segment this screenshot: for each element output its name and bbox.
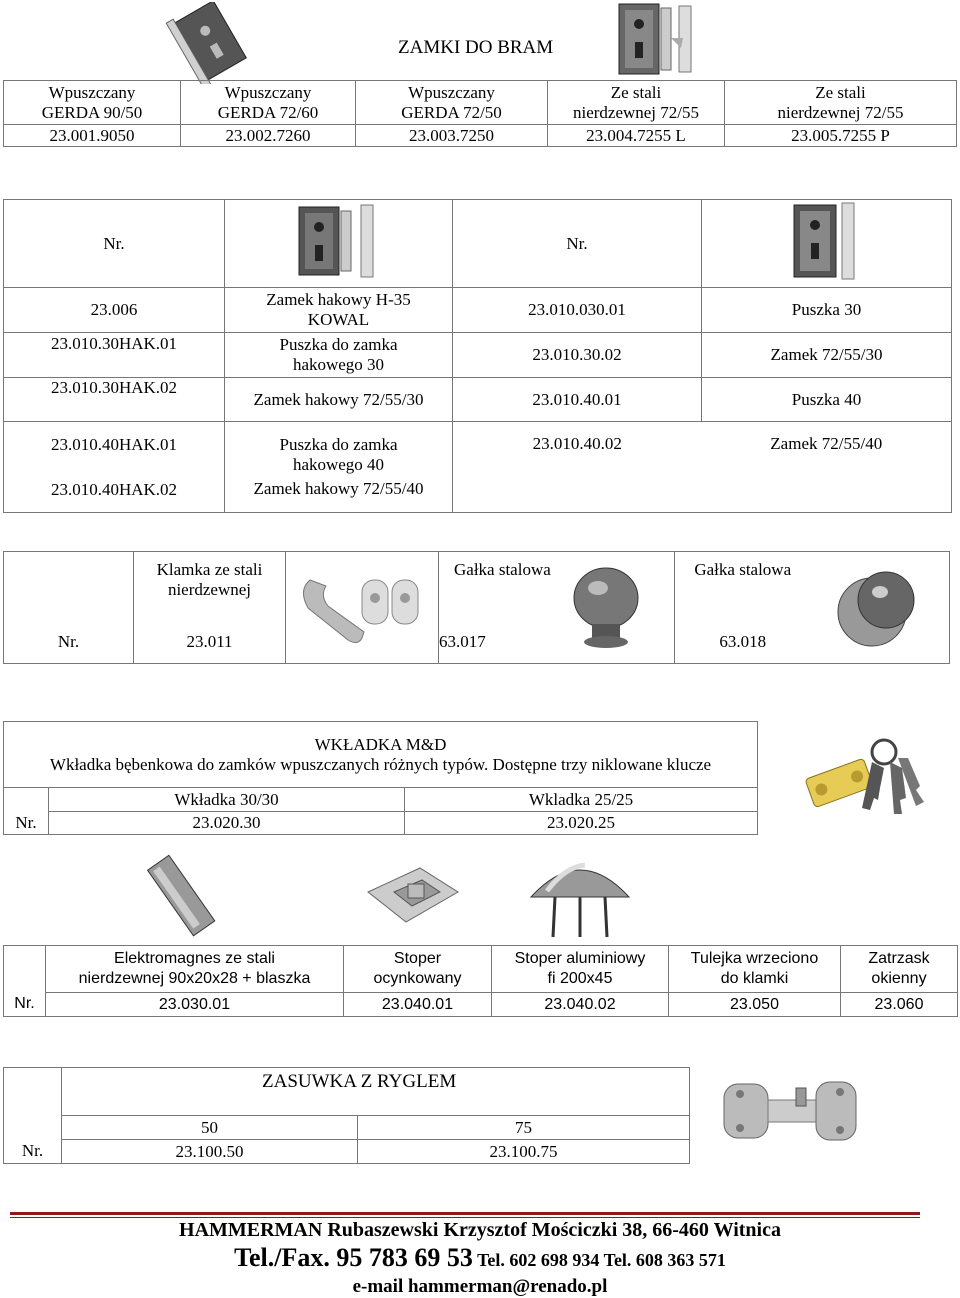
item-code: 23.020.25	[405, 812, 758, 835]
blank-cell	[4, 946, 46, 993]
item-name: Wkladka 25/25	[405, 788, 758, 812]
nr-label: Nr.	[4, 1140, 62, 1164]
blank-cell	[4, 552, 134, 622]
hook-lock-image	[297, 203, 381, 279]
knob-image-cell	[539, 552, 675, 664]
item-name	[46, 946, 344, 993]
name-line2: do klamki	[720, 970, 789, 987]
nr-label: Nr.	[4, 993, 46, 1017]
product-name-line2: nierdzewnej 72/55	[777, 102, 904, 122]
cylinder-table	[3, 721, 758, 835]
bolt-table	[3, 1067, 690, 1164]
name-value: Puszka do zamka hakowego 40	[279, 435, 398, 474]
item-code: 63.018	[675, 622, 811, 664]
product-code: 23.002.7260	[181, 125, 356, 147]
item-name: Klamka ze stali nierdzewnej	[134, 552, 286, 622]
product-code: 23.004.7255 L	[548, 125, 725, 147]
code-value: 23.010.40HAK.01	[50, 435, 178, 454]
bolt-latch-image	[718, 1074, 874, 1148]
code-cell	[4, 333, 225, 397]
name-cell: Zamek hakowy H-35 KOWAL	[225, 288, 453, 333]
electromagnet-image	[142, 853, 222, 937]
item-code: 23.030.01	[46, 993, 344, 1017]
item-code: 23.040.02	[492, 993, 669, 1017]
name-line2: fi 200x45	[547, 970, 613, 987]
name-line1: Tulejka wrzeciono	[690, 950, 819, 967]
cylinder-title: WKŁADKA M&D	[314, 734, 447, 754]
product-name-line1: Ze stali	[610, 82, 662, 102]
name-line1: Elektromagnes ze stali	[114, 950, 275, 967]
product-name-line1: Wpuszczany	[408, 82, 495, 102]
mortise-lock-image	[160, 2, 260, 84]
item-code: 23.040.01	[344, 993, 492, 1017]
blank-cell	[4, 1116, 62, 1140]
blank-cell	[4, 788, 49, 812]
size-label: 75	[358, 1116, 690, 1140]
product-name-line2: GERDA 90/50	[41, 102, 143, 122]
name-cell: Puszka 40	[702, 378, 952, 422]
footer-phone-numbers: Tel. 602 698 934 Tel. 608 363 571	[472, 1250, 726, 1270]
name-cell: Zamek 72/55/30	[702, 333, 952, 378]
product-name-line2: nierdzewnej 72/55	[572, 102, 700, 122]
footer-phones	[0, 1243, 960, 1273]
product-name-cell	[548, 81, 725, 125]
product-name-line1: Wpuszczany	[48, 82, 136, 102]
product-code: 23.001.9050	[4, 125, 181, 147]
code-value: 23.010.40HAK.02	[50, 480, 178, 499]
nr-label: Nr.	[4, 812, 49, 835]
nr-header-right: Nr.	[453, 200, 702, 288]
item-code: 23.100.75	[358, 1140, 690, 1164]
gate-locks-table	[3, 80, 957, 147]
footer-rule-thin	[10, 1217, 920, 1218]
item-name	[344, 946, 492, 993]
cylinder-header-cell	[4, 722, 758, 788]
footer-rule-thick	[10, 1212, 920, 1215]
blank-cell	[4, 1068, 62, 1116]
footer-fax: Tel./Fax. 95 783 69 53	[234, 1243, 473, 1272]
name-line1: Stoper aluminiowy	[514, 950, 646, 967]
product-name-line2: GERDA 72/60	[217, 102, 319, 122]
name-cell: Zamek hakowy 72/55/30	[225, 378, 453, 422]
footer-address: HAMMERMAN Rubaszewski Krzysztof Mościczki 38, 66-460 Witnica	[179, 1219, 781, 1241]
galvanized-stopper-image	[360, 862, 464, 932]
product-code: 23.005.7255 P	[725, 125, 957, 147]
product-name-line1: Ze stali	[815, 82, 866, 102]
name-value: Zamek hakowy 72/55/40	[253, 479, 424, 498]
product-name-cell	[356, 81, 548, 125]
code-value: 23.010.40.02	[532, 434, 622, 453]
item-code: 23.060	[841, 993, 958, 1017]
nr-label: Nr.	[4, 622, 134, 664]
code-cell: 23.010.030.01	[453, 288, 702, 333]
item-code: 23.020.30	[49, 812, 405, 835]
product-name-cell	[181, 81, 356, 125]
name-line2: okienny	[871, 970, 927, 987]
hook-locks-table	[3, 199, 952, 513]
name-line2: ocynkowany	[373, 970, 462, 987]
item-name: Gałka stalowa	[439, 552, 539, 622]
product-code: 23.003.7250	[356, 125, 548, 147]
lock-image	[790, 201, 864, 281]
name-line2: nierdzewnej 90x20x28 + blaszka	[78, 970, 311, 987]
item-name: Wkładka 30/30	[49, 788, 405, 812]
name-cell: Puszka do zamka hakowego 30	[225, 333, 453, 378]
item-name	[669, 946, 841, 993]
cylinder-keys-image	[790, 728, 930, 838]
code-cell: 23.010.40.01	[453, 378, 702, 422]
aluminium-stopper-image	[525, 853, 635, 941]
name-cell	[225, 422, 453, 513]
code-value: 23.010.30HAK.01	[50, 334, 178, 353]
item-code: 23.011	[134, 622, 286, 664]
footer-email: e-mail hammerman@renado.pl	[352, 1276, 608, 1297]
cylinder-description: Wkładka bębenkowa do zamków wpuszczanych różnych typów. Dostępne trzy niklowane klucze	[49, 754, 712, 774]
handles-table	[3, 551, 950, 664]
merged-cell	[453, 422, 952, 513]
knob-rosette-image	[832, 560, 928, 650]
handle-image-cell	[286, 552, 439, 664]
code-value: 23.010.30HAK.02	[50, 378, 178, 397]
name-value: Zamek 72/55/40	[770, 434, 883, 453]
name-line1: Zatrzask	[868, 950, 930, 967]
knob-image-cell	[811, 552, 950, 664]
door-handle-image	[292, 560, 432, 650]
item-code: 63.017	[439, 622, 539, 664]
code-cell: 23.010.30.02	[453, 333, 702, 378]
name-line1: Stoper	[393, 950, 442, 967]
accessories-table	[3, 945, 958, 1017]
product-name-cell	[725, 81, 957, 125]
item-name: Gałka stalowa	[675, 552, 811, 622]
bolt-title: ZASUWKA Z RYGLEM	[62, 1068, 690, 1116]
product-name-line1: Wpuszczany	[224, 82, 312, 102]
product-name-line2: GERDA 72/50	[401, 102, 502, 122]
code-cell	[4, 422, 225, 513]
lock-image-cell	[702, 200, 952, 288]
item-code: 23.050	[669, 993, 841, 1017]
nr-header-left: Nr.	[4, 200, 225, 288]
size-label: 50	[62, 1116, 358, 1140]
item-name	[841, 946, 958, 993]
hook-lock-image-cell	[225, 200, 453, 288]
item-code: 23.100.50	[62, 1140, 358, 1164]
code-cell: 23.006	[4, 288, 225, 333]
item-name	[492, 946, 669, 993]
section1-title: ZAMKI DO BRAM	[398, 37, 554, 58]
name-cell: Puszka 30	[702, 288, 952, 333]
product-name-cell	[4, 81, 181, 125]
gate-lock-image	[617, 2, 699, 76]
knob-image	[566, 560, 646, 650]
